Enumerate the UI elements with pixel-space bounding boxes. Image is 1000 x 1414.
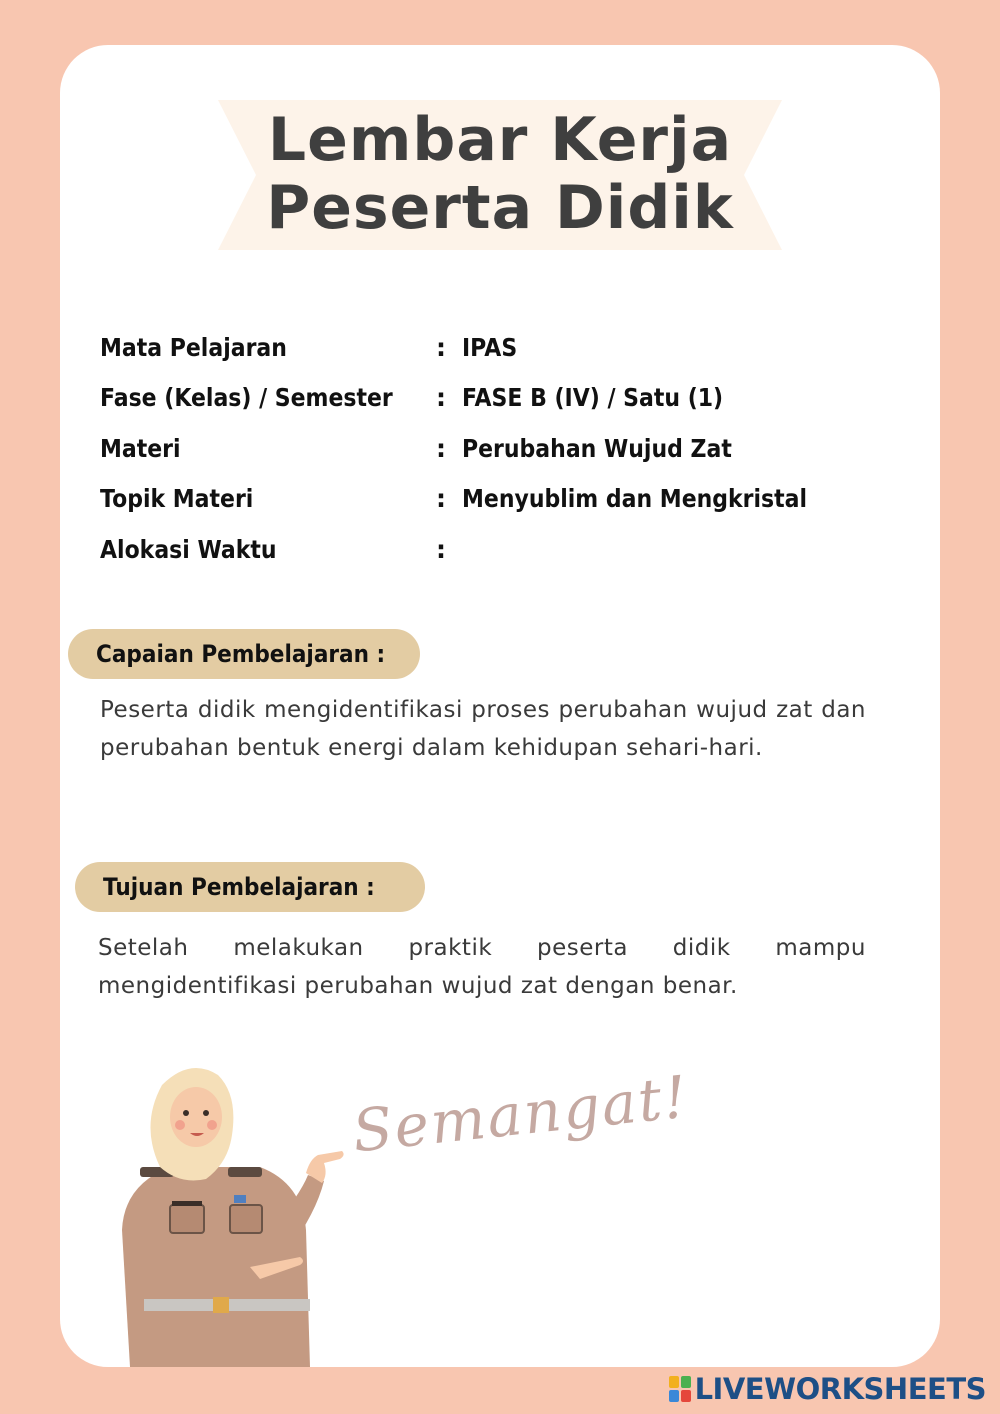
liveworksheets-brand [669, 1372, 986, 1406]
info-colon: : [436, 383, 446, 413]
page-title [218, 106, 782, 242]
title-banner [218, 100, 782, 250]
info-colon: : [436, 433, 446, 463]
info-label: Topik Materi [100, 484, 254, 514]
info-label: Fase (Kelas) / Semester [100, 383, 393, 413]
info-label: Materi [100, 433, 181, 463]
brand-name: LIVEWORKSHEETS [694, 1372, 986, 1406]
capaian-heading [68, 629, 420, 679]
capaian-heading-label: Capaian Pembelajaran : [96, 640, 386, 668]
tujuan-heading-label: Tujuan Pembelajaran : [103, 873, 375, 901]
info-label: Mata Pelajaran [100, 332, 287, 362]
info-row-topik-materi [100, 474, 880, 525]
info-label: Alokasi Waktu [100, 534, 277, 564]
liveworksheets-logo-icon [669, 1376, 691, 1402]
tujuan-text: Setelah melakukan praktik peserta didik mampu mengidentifikasi perubahan wujud zat dengan benar. [98, 935, 866, 999]
info-colon: : [436, 332, 446, 362]
info-row-fase [100, 373, 880, 424]
title-line-1: Lembar Kerja [267, 105, 733, 175]
info-row-mata-pelajaran [100, 322, 880, 373]
info-colon: : [436, 484, 446, 514]
title-line-2: Peserta Didik [266, 173, 734, 243]
info-row-alokasi-waktu [100, 524, 880, 575]
info-colon: : [436, 534, 446, 564]
info-value: Perubahan Wujud Zat [462, 433, 732, 463]
info-value: IPAS [462, 332, 518, 362]
info-row-materi [100, 423, 880, 474]
capaian-text: Peserta didik mengidentifikasi proses perubahan wujud zat dan perubahan bentuk energi dalam kehidupan sehari-hari. [100, 697, 866, 761]
tujuan-heading [75, 862, 425, 912]
info-value: FASE B (IV) / Satu (1) [462, 383, 724, 413]
semangat-lettering: Semangat! [349, 1062, 692, 1166]
info-value: Menyublim dan Mengkristal [462, 484, 808, 514]
teacher-illustration [110, 1055, 350, 1367]
subject-info-table [100, 322, 880, 575]
